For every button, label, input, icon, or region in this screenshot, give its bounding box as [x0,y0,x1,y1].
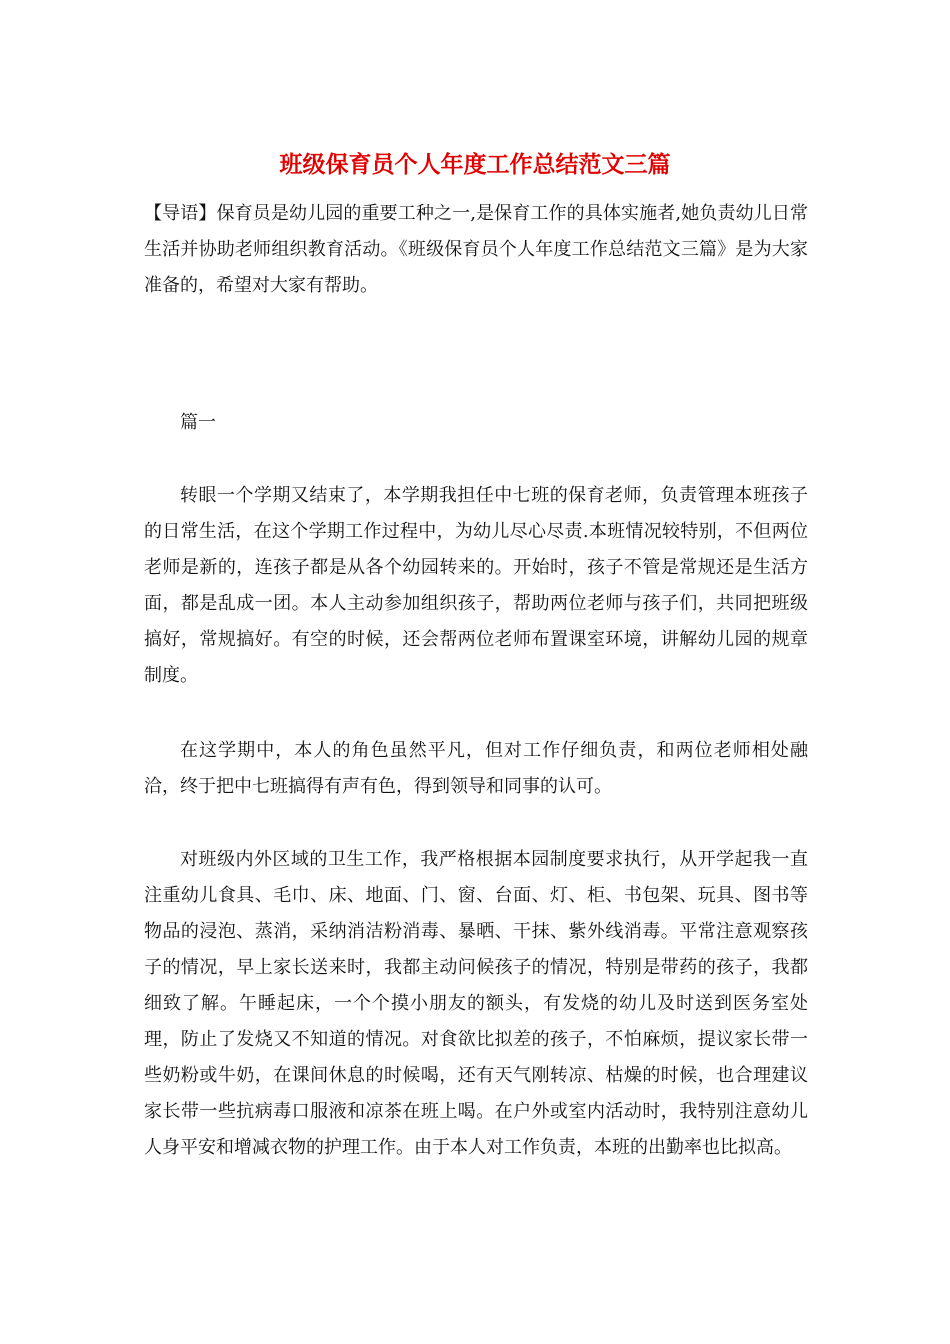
document-title: 班级保育员个人年度工作总结范文三篇 [279,151,671,178]
section-heading: 篇一 [180,412,216,433]
body-paragraph-2: 在这学期中，本人的角色虽然平凡，但对工作仔细负责，和两位老师相处融洽，终于把中七班搞得有声有色，得到领导和同事的认可。 [144,740,808,797]
intro-paragraph: 【导语】保育员是幼儿园的重要工种之一,是保育工作的具体实施者,她负责幼儿日常生活并协助老师组织教育活动。《班级保育员个人年度工作总结范文三篇》是为大家准备的，希望对大家有帮助。 [144,203,808,296]
body-paragraph-1: 转眼一个学期又结束了，本学期我担任中七班的保育老师，负责管理本班孩子的日常生活，在这个学期工作过程中，为幼儿尽心尽责.本班情况较特别，不但两位老师是新的，连孩子都是从各个幼园转来的。开始时，孩子不管是常规还是生活方面，都是乱成一团。本人主动参加组织孩子，帮助两位老师与孩子们，共同把班级搞好，常规搞好。有空的时候，还会帮两位老师布置课室环境，讲解幼儿园的规章制度。 [144,485,808,686]
body-paragraph-3: 对班级内外区域的卫生工作，我严格根据本园制度要求执行，从开学起我一直注重幼儿食具、毛巾、床、地面、门、窗、台面、灯、柜、书包架、玩具、图书等物品的浸泡、蒸消，采纳消洁粉消毒、暴晒、干抹、紫外线消毒。平常注意观察孩子的情况，早上家长送来时，我都主动问候孩子的情况，特别是带药的孩子，我都细致了解。午睡起床，一个个摸小朋友的额头，有发烧的幼儿及时送到医务室处理，防止了发烧又不知道的情况。对食欲比拟差的孩子，不怕麻烦，提议家长带一些奶粉或牛奶，在课间休息的时候喝，还有天气刚转凉、枯燥的时候，也合理建议家长带一些抗病毒口服液和凉茶在班上喝。在户外或室内活动时，我特别注意幼儿人身平安和增减衣物的护理工作。由于本人对工作负责，本班的出勤率也比拟高。 [144,849,808,1158]
